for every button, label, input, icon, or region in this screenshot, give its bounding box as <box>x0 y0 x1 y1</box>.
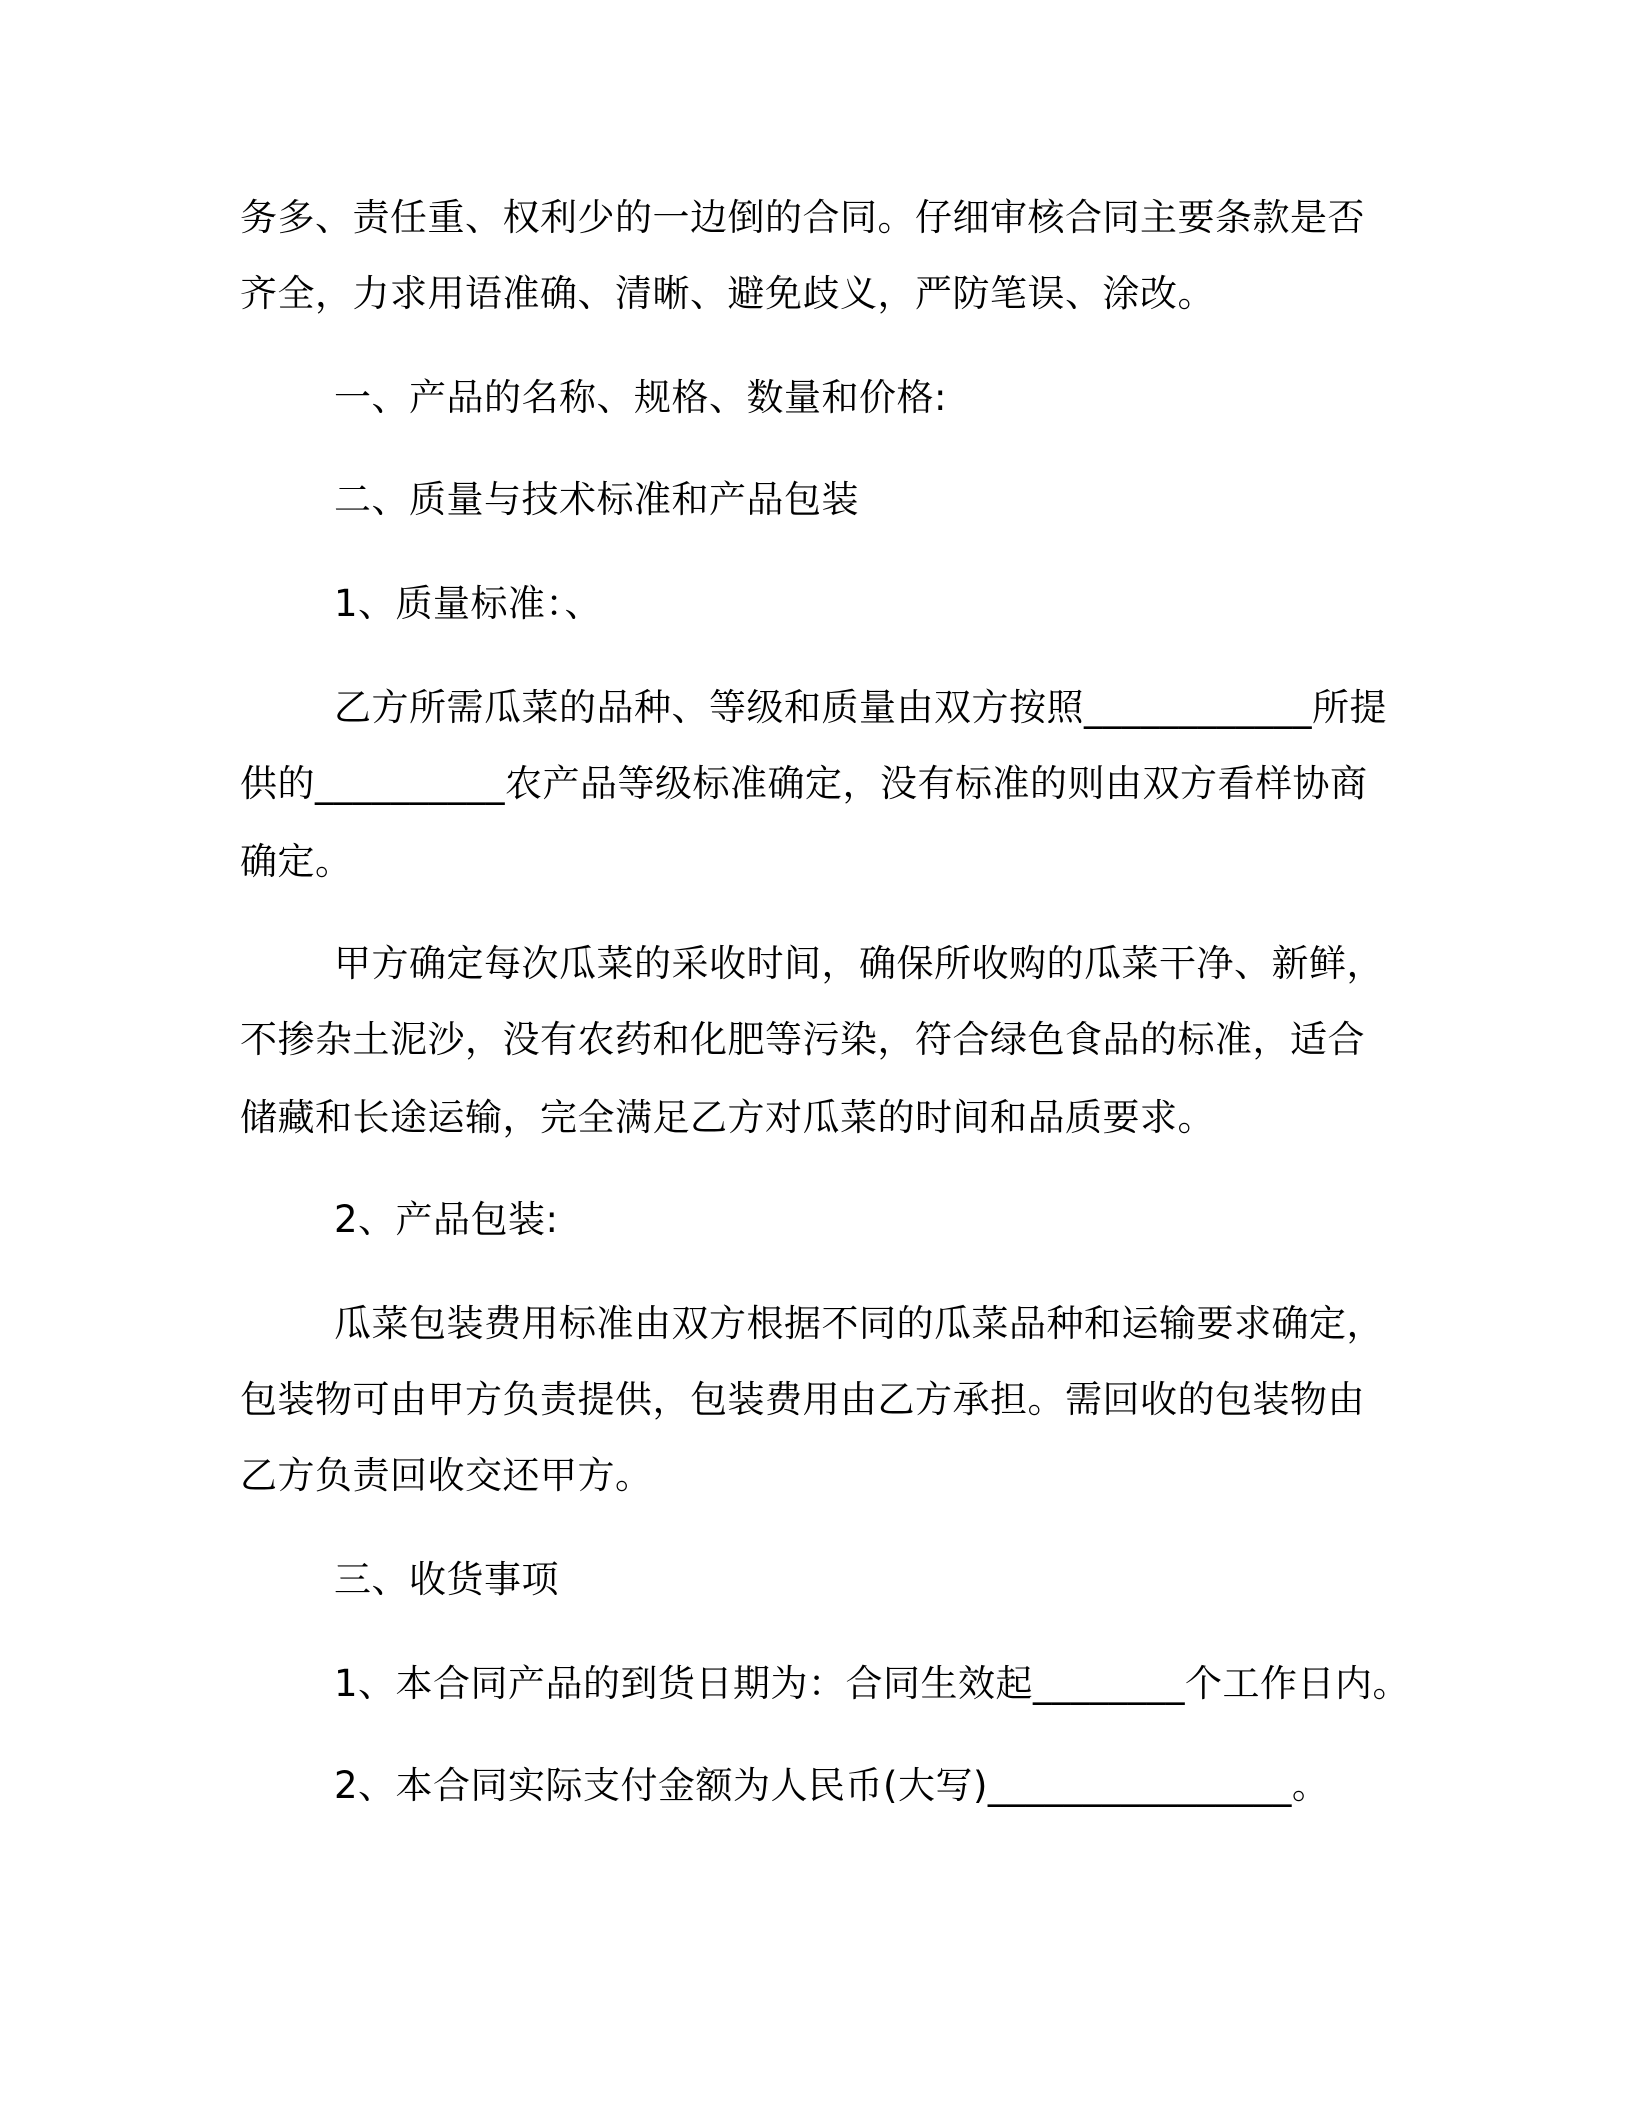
subsection-heading: 2、产品包装: <box>334 1198 559 1241</box>
paragraph-line: 齐全，力求用语准确、清晰、避免歧义，严防笔误、涂改。 <box>240 272 1215 315</box>
section-heading: 一、产品的名称、规格、数量和价格: <box>334 376 947 419</box>
paragraph-line: 供的__________农产品等级标准确定，没有标准的则由双方看样协商 <box>240 762 1368 805</box>
section-heading: 三、收货事项 <box>334 1558 559 1601</box>
section-heading: 二、质量与技术标准和产品包装 <box>334 478 859 521</box>
paragraph-line: 2、本合同实际支付金额为人民币(大写)________________。 <box>334 1764 1330 1807</box>
paragraph-line: 确定。 <box>240 840 353 883</box>
paragraph-line: 不掺杂土泥沙，没有农药和化肥等污染，符合绿色食品的标准，适合 <box>240 1018 1365 1061</box>
paragraph-line: 包装物可由甲方负责提供，包装费用由乙方承担。需回收的包装物由 <box>240 1378 1365 1421</box>
paragraph-line: 储藏和长途运输，完全满足乙方对瓜菜的时间和品质要求。 <box>240 1096 1215 1139</box>
paragraph-line: 1、本合同产品的到货日期为：合同生效起________个工作日内。 <box>334 1662 1411 1705</box>
paragraph-line: 甲方确定每次瓜菜的采收时间，确保所收购的瓜菜干净、新鲜， <box>334 942 1384 985</box>
subsection-heading: 1、质量标准：、 <box>334 582 603 625</box>
paragraph-line: 务多、责任重、权利少的一边倒的合同。仔细审核合同主要条款是否 <box>240 196 1365 239</box>
paragraph-line: 瓜菜包装费用标准由双方根据不同的瓜菜品种和运输要求确定， <box>334 1302 1384 1345</box>
paragraph-line: 乙方负责回收交还甲方。 <box>240 1454 653 1497</box>
paragraph-line: 乙方所需瓜菜的品种、等级和质量由双方按照____________所提 <box>334 686 1387 729</box>
